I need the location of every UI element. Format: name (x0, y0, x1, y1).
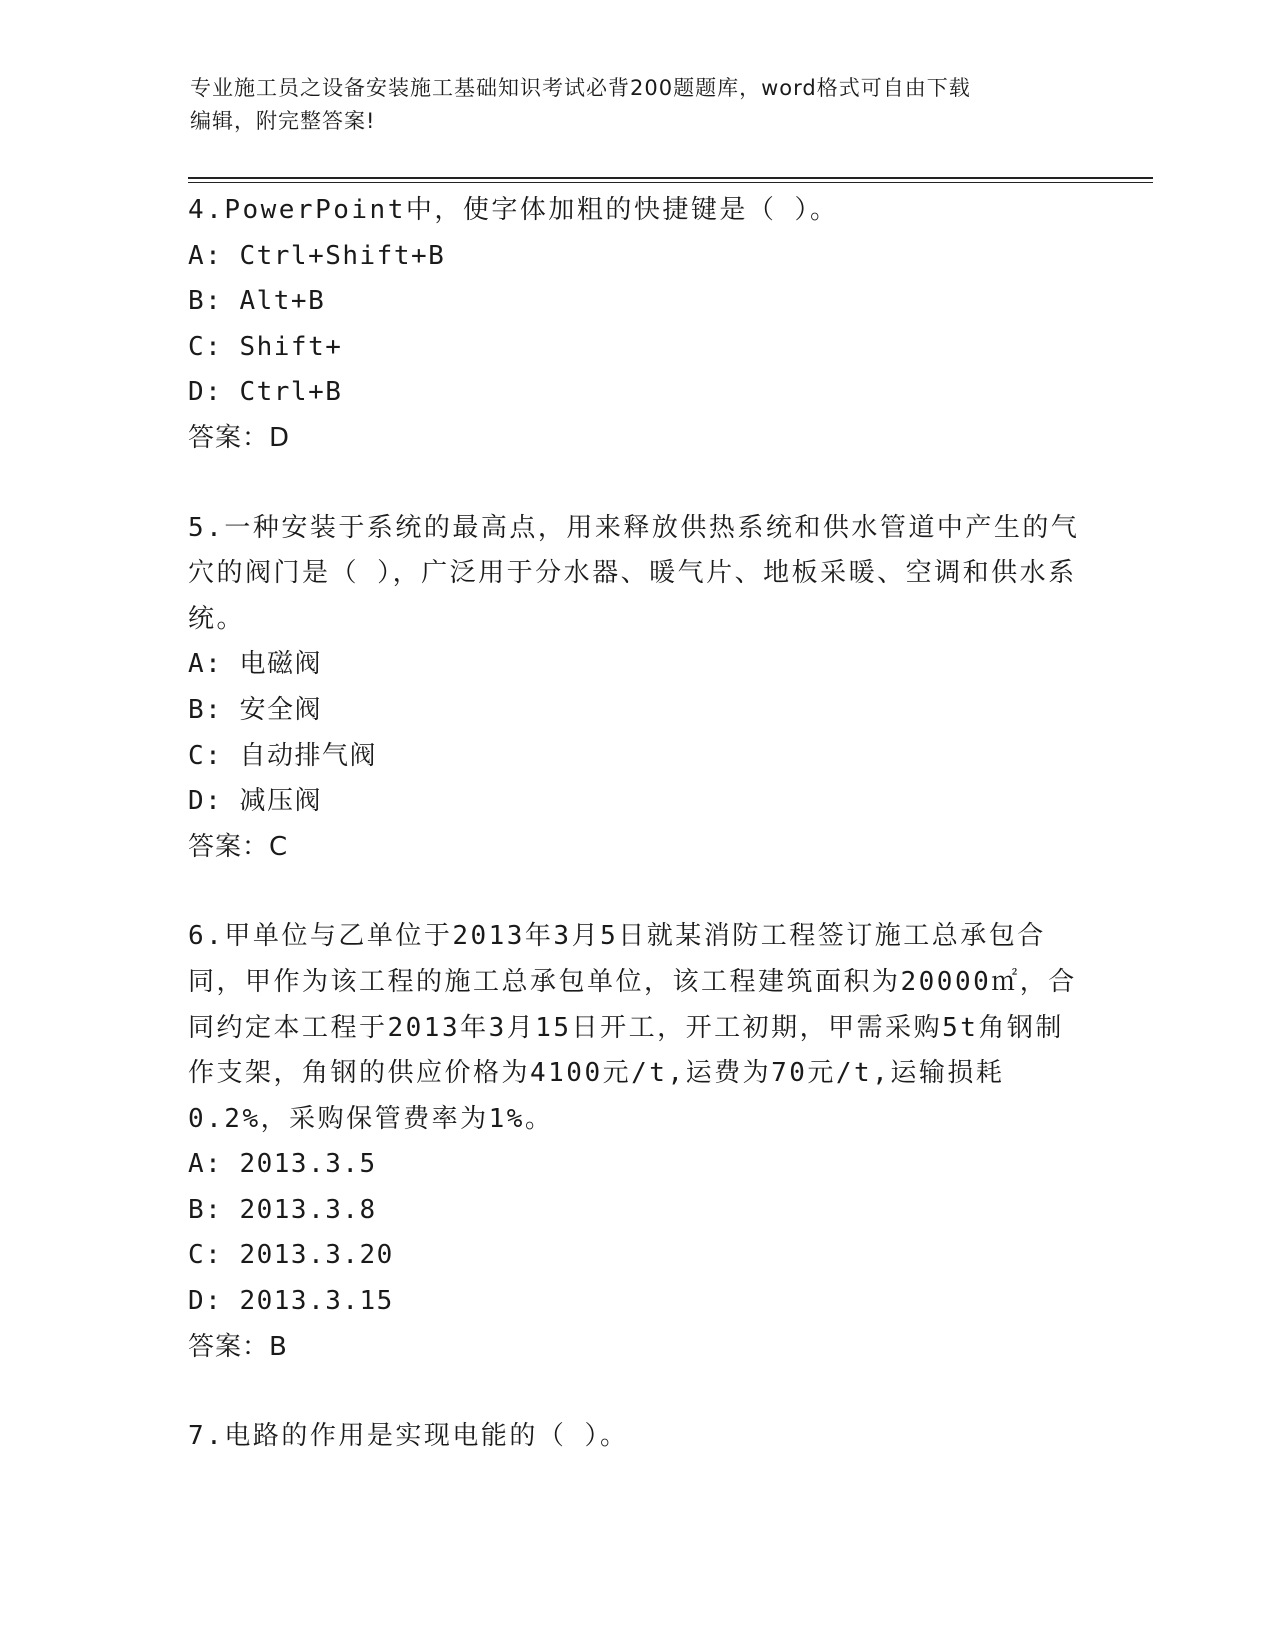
question-text (188, 188, 1088, 234)
document-header (190, 72, 1090, 138)
option-b: B: 安全阀 (188, 694, 322, 725)
question-5 (188, 506, 1088, 871)
question-body: 一种安装于系统的最高点，用来释放供热系统和供水管道中产生的气穴的阀门是（ ），广泛用于分水器、暖气片、地板采暖、空调和供水系统。 (188, 512, 1080, 634)
question-7 (188, 1414, 1088, 1460)
header-double-rule (188, 177, 1153, 183)
question-number: 6. (188, 921, 225, 952)
answer: 答案：C (188, 831, 289, 862)
option-b: B: 2013.3.8 (188, 1194, 377, 1225)
answer: 答案：B (188, 1331, 288, 1362)
option-c: C: 2013.3.20 (188, 1240, 394, 1271)
option-a: A: 2013.3.5 (188, 1149, 377, 1180)
option-c: C: 自动排气阀 (188, 740, 377, 771)
question-body: 甲单位与乙单位于2013年3月5日就某消防工程签订施工总承包合同，甲作为该工程的施工总承包单位，该工程建筑面积为20000㎡，合同约定本工程于2013年3月15日开工，开工初期，甲需采购5t角钢制作支架，角钢的供应价格为4100元/t,运费为70元/t,运输损耗0.2%，采购保管费率为1%。 (188, 921, 1077, 1134)
option-a: A: 电磁阀 (188, 649, 322, 680)
question-number: 5. (188, 512, 225, 543)
option-d: D: 减压阀 (188, 786, 322, 817)
question-number: 4. (188, 195, 225, 225)
question-6 (188, 914, 1088, 1370)
option-c: C: Shift+ (188, 331, 343, 362)
question-4 (188, 188, 1088, 462)
question-list (188, 188, 1088, 1504)
option-d: D: 2013.3.15 (188, 1286, 394, 1317)
question-number: 7. (188, 1421, 225, 1452)
answer: 答案：D (188, 422, 291, 453)
option-d: D: Ctrl+B (188, 377, 343, 408)
question-text (188, 1414, 1088, 1460)
question-text (188, 914, 1088, 1142)
question-body: PowerPoint中，使字体加粗的快捷键是（ ）。 (224, 195, 839, 225)
question-body: 电路的作用是实现电能的（ ）。 (224, 1421, 629, 1452)
header-line-2: 编辑，附完整答案! (190, 109, 376, 133)
option-b: B: Alt+B (188, 286, 326, 317)
header-line-1: 专业施工员之设备安装施工基础知识考试必背200题题库，word格式可自由下载 (190, 76, 971, 100)
question-text (188, 506, 1088, 643)
option-a: A: Ctrl+Shift+B (188, 240, 446, 271)
